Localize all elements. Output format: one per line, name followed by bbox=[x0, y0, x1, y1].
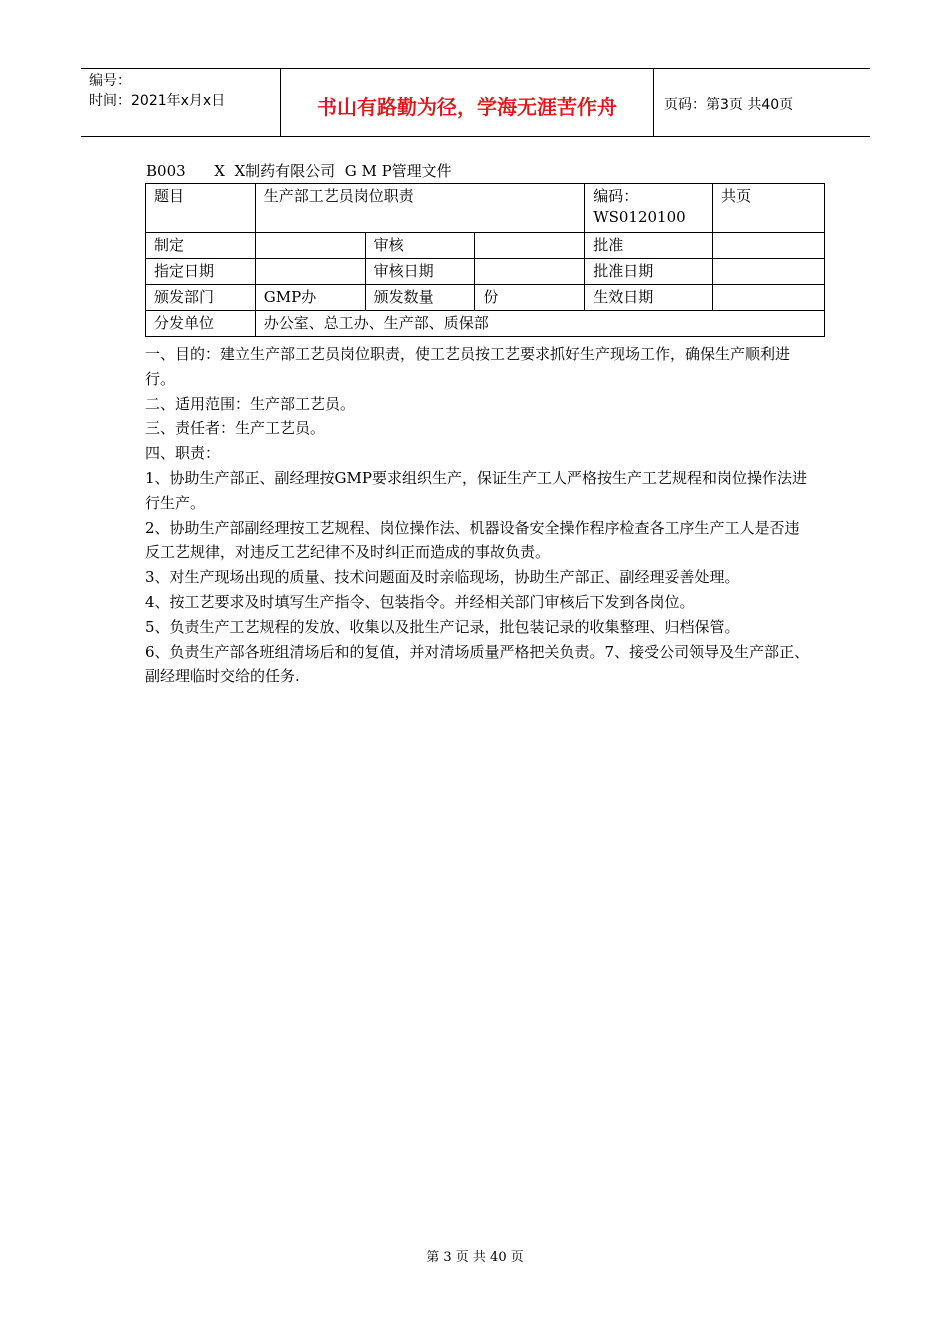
table-cell: 生效日期 bbox=[585, 285, 713, 311]
table-row bbox=[146, 259, 825, 285]
table-cell bbox=[585, 184, 713, 233]
table-cell: 生产部工艺员岗位职责 bbox=[255, 184, 584, 233]
paragraph: 三、责任者：生产工艺员。 bbox=[145, 419, 326, 438]
paragraph: 二、适用范围：生产部工艺员。 bbox=[145, 394, 356, 413]
table-cell: 审核 bbox=[365, 233, 475, 259]
table-cell: 颁发部门 bbox=[146, 285, 256, 311]
page-header bbox=[81, 68, 870, 137]
document-title-line: B003 X X制药有限公司 G M P管理文件 bbox=[146, 162, 452, 180]
paragraph: 3、对生产现场出现的质量、技术问题面及时亲临现场，协助生产部正、副经理妥善处理。 bbox=[145, 568, 740, 587]
document-meta-table bbox=[145, 183, 825, 337]
table-cell bbox=[475, 259, 585, 285]
header-page-info: 页码：第3页 共40页 bbox=[664, 96, 794, 113]
table-row bbox=[146, 233, 825, 259]
table-cell bbox=[713, 285, 825, 311]
table-cell bbox=[713, 259, 825, 285]
table-cell bbox=[255, 233, 365, 259]
document-body bbox=[145, 342, 811, 689]
paragraph: 4、按工艺要求及时填写生产指令、包装指令。并经相关部门审核后下发到各岗位。 bbox=[145, 592, 695, 611]
table-cell: 批准 bbox=[585, 233, 713, 259]
table-cell: 题目 bbox=[146, 184, 256, 233]
paragraph: 6、负责生产部各班组清场后和的复值，并对清场质量严格把关负责。7、接受公司领导及生产部正、副经理临时交给的任务. bbox=[145, 642, 810, 686]
table-row bbox=[146, 285, 825, 311]
table-cell: GMP办 bbox=[255, 285, 365, 311]
table-cell bbox=[713, 233, 825, 259]
table-cell: 份 bbox=[475, 285, 585, 311]
table-row bbox=[146, 311, 825, 337]
table-cell: 制定 bbox=[146, 233, 256, 259]
page-footer: 第 3 页 共 40 页 bbox=[426, 1250, 524, 1265]
table-cell: 审核日期 bbox=[365, 259, 475, 285]
table-cell: 办公室、总工办、生产部、质保部 bbox=[255, 311, 824, 337]
table-cell: 指定日期 bbox=[146, 259, 256, 285]
document-time: 时间：2021年x月x日 bbox=[89, 93, 226, 109]
table-cell: 共页 bbox=[713, 184, 825, 233]
table-cell: 分发单位 bbox=[146, 311, 256, 337]
table-cell: 颁发数量 bbox=[365, 285, 475, 311]
paragraph: 一、目的：建立生产部工艺员岗位职责，使工艺员按工艺要求抓好生产现场工作，确保生产顺利进行。 bbox=[145, 345, 791, 388]
table-cell bbox=[475, 233, 585, 259]
table-row bbox=[146, 184, 825, 233]
header-info bbox=[81, 69, 281, 136]
paragraph: 四、职责： bbox=[145, 444, 221, 463]
paragraph: 5、负责生产工艺规程的发放、收集以及批生产记录，批包装记录的收集整理、归档保管。 bbox=[145, 617, 740, 636]
paragraph: 2、协助生产部副经理按工艺规程、岗位操作法、机器设备安全操作程序检查各工序生产工人是否违反工艺规律，对违反工艺纪律不及时纠正而造成的事故负责。 bbox=[145, 518, 800, 562]
paragraph: 1、协助生产部正、副经理按GMP要求组织生产，保证生产工人严格按生产工艺规程和岗位操作法进行生产。 bbox=[145, 468, 807, 512]
table-cell bbox=[255, 259, 365, 285]
code-text: 编码：WS0120100 bbox=[593, 187, 686, 226]
document-number: 编号： bbox=[89, 73, 131, 89]
table-cell: 批准日期 bbox=[585, 259, 713, 285]
header-motto: 书山有路勤为径，学海无涯苦作舟 bbox=[281, 69, 654, 136]
